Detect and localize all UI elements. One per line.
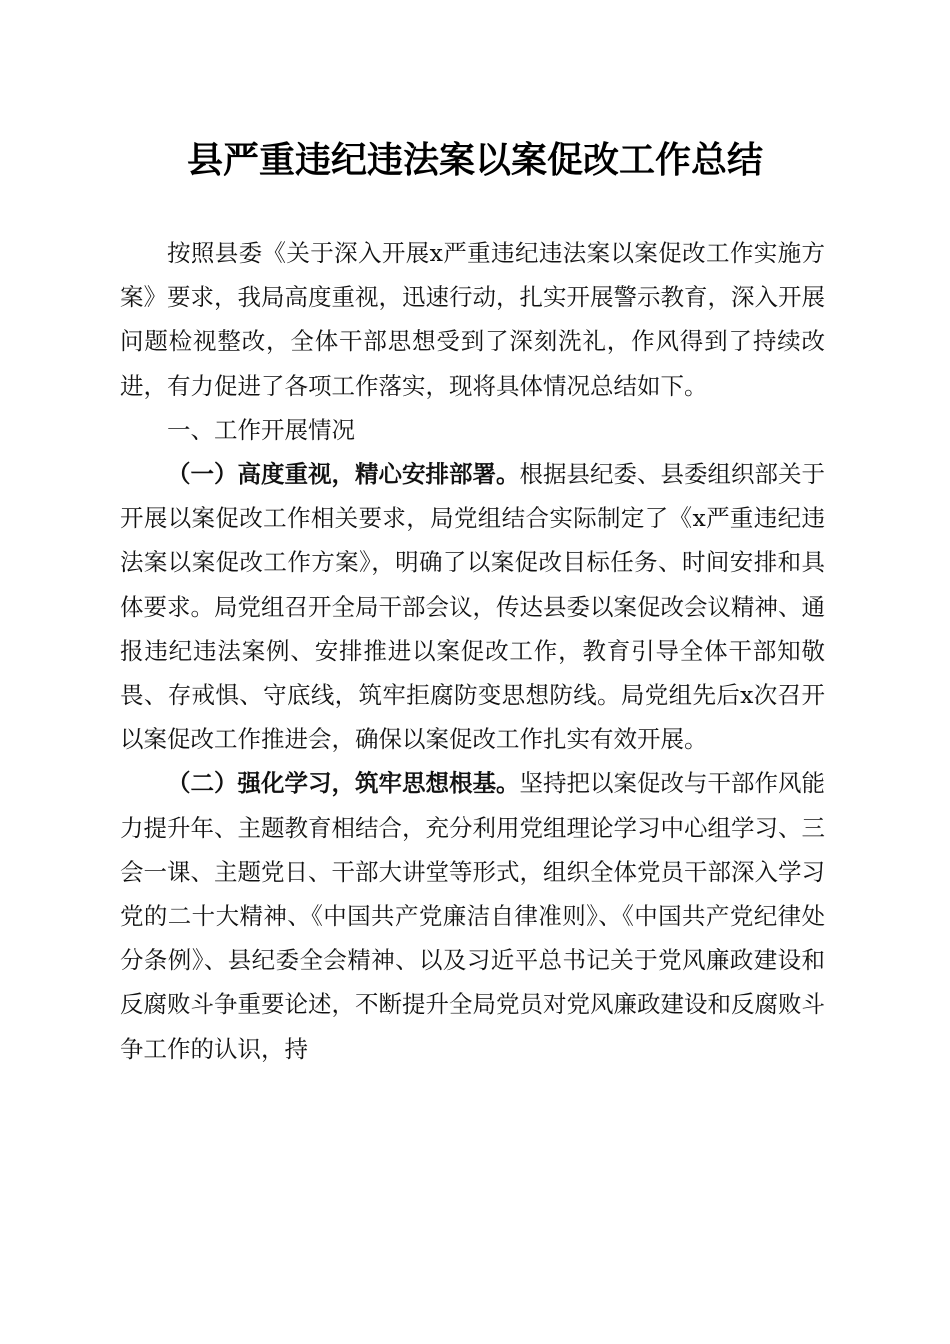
- section-heading: 一、工作开展情况: [167, 415, 355, 444]
- item-2-body: 坚持把以案促改与干部作风能力提升年、主题教育相结合，充分利用党组理论学习中心组学习、三会一课、主题党日、干部大讲堂等形式，组织全体党员干部深入学习党的二十大精神、《中国共产党廉洁自律准则》、《中国共产党纪律处分条例》、县纪委全会精神、以及习近平总书记关于党风廉政建设和反腐败斗争重要论述，不断提升全局党员对党风廉政建设和反腐败斗争工作的认识，持: [120, 769, 825, 1063]
- paragraph-item-2: [120, 761, 825, 1070]
- document-body: [120, 231, 825, 1071]
- document-title: 县严重违纪违法案以案促改工作总结: [186, 139, 763, 181]
- item-1-lead: （一）高度重视，精心安排部署。: [167, 460, 520, 489]
- intro-paragraph: 按照县委《关于深入开展x严重违纪违法案以案促改工作实施方案》要求，我局高度重视，迅速行动，扎实开展警示教育，深入开展问题检视整改，全体干部思想受到了深刻洗礼，作风得到了持续改进，有力促进了各项工作落实，现将具体情况总结如下。: [120, 239, 825, 400]
- paragraph-item-1: [120, 452, 825, 761]
- item-2-lead: （二）强化学习，筑牢思想根基。: [167, 769, 520, 798]
- item-1-body: 根据县纪委、县委组织部关于开展以案促改工作相关要求，局党组结合实际制定了《x严重违纪违法案以案促改工作方案》，明确了以案促改目标任务、时间安排和具体要求。局党组召开全局干部会议，传达县委以案促改会议精神、通报违纪违法案例、安排推进以案促改工作，教育引导全体干部知敬畏、存戒惧、守底线，筑牢拒腐防变思想防线。局党组先后x次召开以案促改工作推进会，确保以案促改工作扎实有效开展。: [120, 460, 825, 754]
